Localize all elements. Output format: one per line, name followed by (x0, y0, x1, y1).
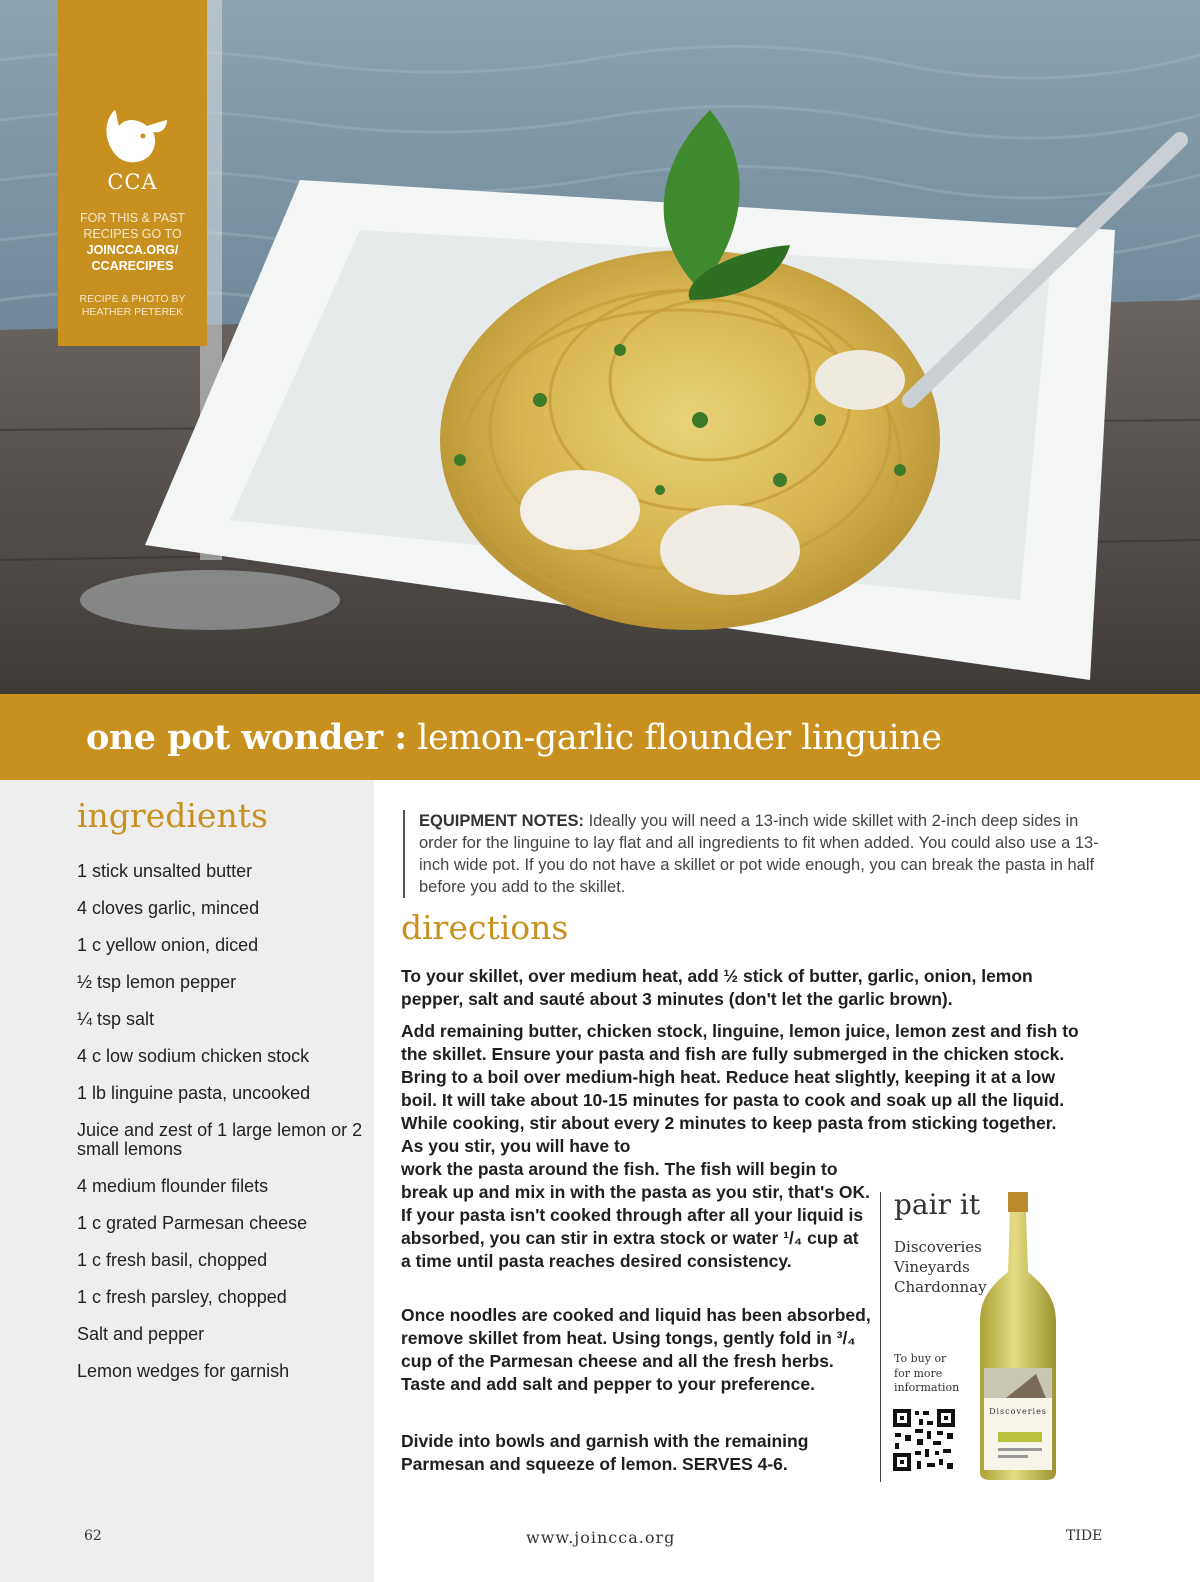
list-item: 1 lb linguine pasta, uncooked (77, 1083, 311, 1103)
list-item: ¼ tsp salt (77, 1009, 155, 1029)
footer-url-link[interactable]: www.joincca.org (526, 1528, 676, 1547)
list-item: 4 c low sodium chicken stock (77, 1046, 310, 1066)
list-item: 1 c yellow onion, diced (77, 935, 259, 955)
direction-step-4: Divide into bowls and garnish with the remaining Parmesan and squeeze of lemon. SERVES 4-6. (401, 1431, 809, 1474)
direction-step-2-part-a: Add remaining butter, chicken stock, linguine, lemon juice, lemon zest and fish to the skillet. Ensure your pasta and fish are fully submerged in the chicken stock. Bring to a boil over medium-high heat. Reduce heat slightly, keeping it at a low boil. It will take about 10-15 minutes for pasta to cook and soak up all the liquid. While cooking, stir about every 2 minutes to keep pasta from sticking together. As you stir, you will have to (401, 1021, 1079, 1156)
recipe-title (86, 717, 942, 758)
list-item: 1 c grated Parmesan cheese (77, 1213, 308, 1233)
list-item: Salt and pepper (77, 1324, 205, 1344)
recipes-link[interactable]: JOINCCA.ORG/ (86, 243, 179, 257)
equipment-notes (403, 810, 1099, 898)
recipes-link-path[interactable]: CCARECIPES (91, 259, 174, 273)
list-item: 1 c fresh basil, chopped (77, 1250, 268, 1270)
cca-logo-text: CCA (107, 170, 158, 194)
recipes-note: FOR THIS & PAST RECIPES GO TO JOINCCA.ORG/ CCARECIPES (64, 210, 201, 274)
page-number: 62 (84, 1528, 102, 1544)
list-item: 4 medium flounder filets (77, 1176, 269, 1196)
photo-credit: RECIPE & PHOTO BY HEATHER PETEREK (79, 293, 186, 318)
ingredients-heading: ingredients (77, 796, 268, 835)
title-dish: lemon-garlic flounder linguine (406, 717, 942, 758)
direction-step-3: Once noodles are cooked and liquid has been absorbed, remove skillet from heat. Using tongs, gently fold in ³/₄ cup of the Parmesan cheese and all the fresh herbs. Taste and add salt and pepper to your preference. (401, 1305, 871, 1394)
cca-badge (58, 0, 207, 346)
directions-heading: directions (401, 908, 569, 947)
ingredients-list (77, 862, 367, 1399)
title-series: one pot wonder : (86, 716, 407, 758)
pairing-heading: pair it (894, 1188, 981, 1221)
list-item: Juice and zest of 1 large lemon or 2 small lemons (77, 1120, 363, 1159)
direction-step-1: To your skillet, over medium heat, add ½ stick of butter, garlic, onion, lemon pepper, salt and sauté about 3 minutes (don't let the garlic brown). (401, 966, 1033, 1009)
qr-code-icon[interactable] (891, 1407, 957, 1473)
list-item: ½ tsp lemon pepper (77, 972, 237, 992)
wine-bottle-image (976, 1192, 1066, 1482)
cca-fish-logo-icon (97, 104, 169, 168)
direction-step-2-part-b: work the pasta around the fish. The fish will begin to break up and mix in with the pasta as you stir, that's OK. If your pasta isn't cooked through after all your liquid is absorbed, you can stir in extra stock or water ¹/₄ cup at a time until pasta reaches desired consistency. (401, 1159, 870, 1271)
equipment-label: EQUIPMENT NOTES: (419, 812, 585, 830)
wine-pairing (880, 1188, 1091, 1482)
list-item: Lemon wedges for garnish (77, 1361, 290, 1381)
title-band (0, 694, 1200, 780)
list-item: 1 stick unsalted butter (77, 861, 253, 881)
wine-name: Discoveries Vineyards Chardonnay (894, 1238, 987, 1296)
list-item: 1 c fresh parsley, chopped (77, 1287, 287, 1307)
magazine-name: TIDE (1066, 1528, 1103, 1544)
list-item: 4 cloves garlic, minced (77, 898, 260, 918)
bottle-label-text: Discoveries (989, 1407, 1047, 1416)
buy-info: To buy or for more information (894, 1352, 960, 1394)
equipment-text: Ideally you will need a 13-inch wide skillet with 2-inch deep sides in order for the linguine to lay flat and all ingredients to fit when added. You could also use a 13-inch wide pot. If you do not have a skillet or pot wide enough, you can break the pasta in half before you add to the skillet. (419, 812, 1099, 896)
ingredients-sidebar (0, 780, 374, 1582)
